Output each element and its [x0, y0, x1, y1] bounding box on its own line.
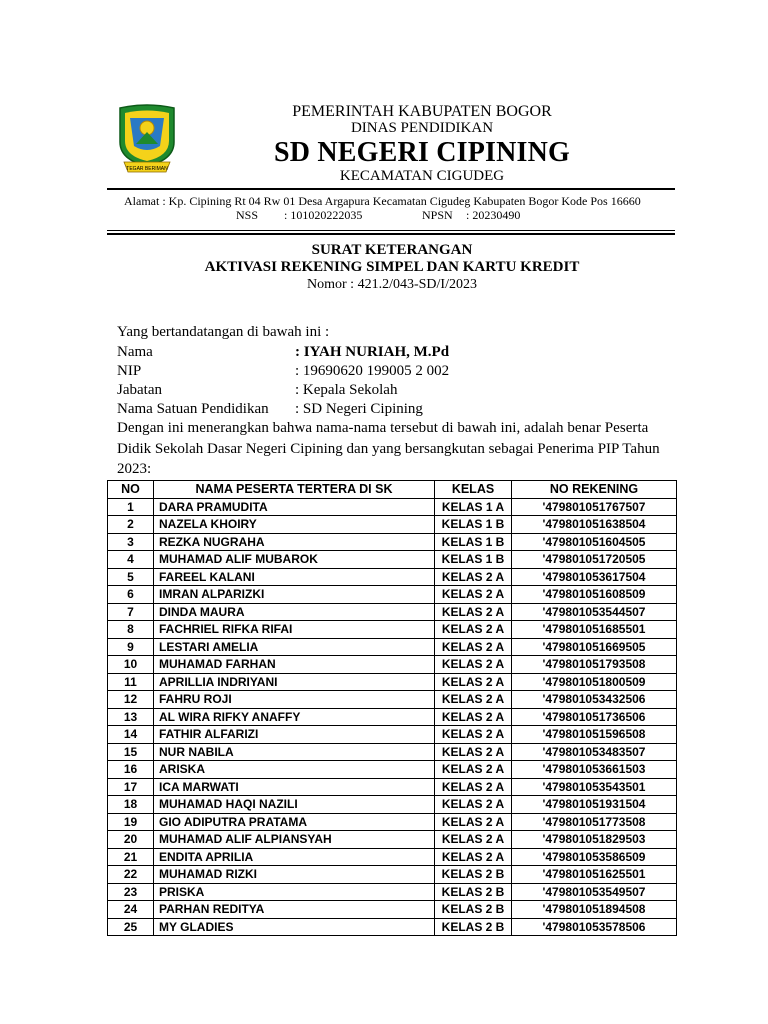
table-row: [108, 638, 677, 656]
table-row: [108, 551, 677, 569]
header-divider-thick: [107, 233, 675, 235]
student-name: LESTARI AMELIA: [154, 638, 435, 656]
class-cell: KELAS 2 A: [435, 708, 512, 726]
table-row: [108, 621, 677, 639]
table-row: [108, 866, 677, 884]
field-label-satuan: Nama Satuan Pendidikan: [117, 401, 269, 417]
table-row: [108, 831, 677, 849]
class-cell: KELAS 2 A: [435, 813, 512, 831]
row-number: 3: [108, 533, 154, 551]
class-cell: KELAS 2 A: [435, 743, 512, 761]
account-number: '479801053543501: [512, 778, 677, 796]
row-number: 9: [108, 638, 154, 656]
student-name: DINDA MAURA: [154, 603, 435, 621]
col-header-rekening: NO REKENING: [512, 481, 677, 499]
field-value-jabatan: : Kepala Sekolah: [295, 382, 398, 398]
class-cell: KELAS 2 A: [435, 691, 512, 709]
student-name: ICA MARWATI: [154, 778, 435, 796]
student-name: FATHIR ALFARIZI: [154, 726, 435, 744]
letter-number: Nomor : 421.2/043-SD/I/2023: [307, 277, 477, 292]
account-number: '479801051638504: [512, 516, 677, 534]
class-cell: KELAS 2 A: [435, 778, 512, 796]
class-cell: KELAS 2 A: [435, 638, 512, 656]
row-number: 16: [108, 761, 154, 779]
class-cell: KELAS 2 B: [435, 866, 512, 884]
student-name: MUHAMAD ALIF ALPIANSYAH: [154, 831, 435, 849]
class-cell: KELAS 2 A: [435, 761, 512, 779]
dept-line: DINAS PENDIDIKAN: [350, 120, 494, 136]
row-number: 4: [108, 551, 154, 569]
letter-type: SURAT KETERANGAN: [311, 242, 473, 258]
student-name: MUHAMAD FARHAN: [154, 656, 435, 674]
account-number: '479801051800509: [512, 673, 677, 691]
field-label-nama: Nama: [117, 344, 153, 360]
row-number: 19: [108, 813, 154, 831]
nss-label: NSS: [236, 208, 259, 222]
row-number: 1: [108, 498, 154, 516]
account-number: '479801051604505: [512, 533, 677, 551]
table-row: [108, 498, 677, 516]
row-number: 15: [108, 743, 154, 761]
class-cell: KELAS 2 A: [435, 656, 512, 674]
student-name: ARISKA: [154, 761, 435, 779]
table-row: [108, 603, 677, 621]
account-number: '479801051720505: [512, 551, 677, 569]
row-number: 8: [108, 621, 154, 639]
row-number: 5: [108, 568, 154, 586]
table-row: [108, 708, 677, 726]
class-cell: KELAS 2 A: [435, 726, 512, 744]
class-cell: KELAS 2 A: [435, 796, 512, 814]
header-divider-thin: [107, 230, 675, 231]
field-label-jabatan: Jabatan: [117, 382, 162, 398]
recipients-table: [107, 480, 677, 936]
table-row: [108, 568, 677, 586]
row-number: 6: [108, 586, 154, 604]
row-number: 21: [108, 848, 154, 866]
statement-line-3: 2023:: [117, 461, 152, 477]
row-number: 22: [108, 866, 154, 884]
student-name: ENDITA APRILIA: [154, 848, 435, 866]
table-header-row: [108, 481, 677, 499]
table-row: [108, 516, 677, 534]
student-name: REZKA NUGRAHA: [154, 533, 435, 551]
account-number: '479801051596508: [512, 726, 677, 744]
table-row: [108, 848, 677, 866]
table-row: [108, 778, 677, 796]
student-name: APRILLIA INDRIYANI: [154, 673, 435, 691]
student-name: MUHAMAD ALIF MUBAROK: [154, 551, 435, 569]
account-number: '479801051773508: [512, 813, 677, 831]
field-value-nip: : 19690620 199005 2 002: [295, 363, 450, 379]
class-cell: KELAS 2 A: [435, 673, 512, 691]
statement-line-1: Dengan ini menerangkan bahwa nama-nama tersebut di bawah ini, adalah benar Peserta: [117, 420, 649, 436]
table-row: [108, 586, 677, 604]
student-name: AL WIRA RIFKY ANAFFY: [154, 708, 435, 726]
table-row: [108, 761, 677, 779]
account-number: '479801051685501: [512, 621, 677, 639]
school-name: SD NEGERI CIPINING: [273, 137, 571, 168]
account-number: '479801053578506: [512, 918, 677, 936]
letter-subject: AKTIVASI REKENING SIMPEL DAN KARTU KREDIT: [204, 259, 580, 275]
class-cell: KELAS 2 A: [435, 621, 512, 639]
student-name: GIO ADIPUTRA PRATAMA: [154, 813, 435, 831]
student-name: NAZELA KHOIRY: [154, 516, 435, 534]
student-name: PRISKA: [154, 883, 435, 901]
table-row: [108, 883, 677, 901]
col-header-nama: NAMA PESERTA TERTERA DI SK: [154, 481, 435, 499]
table-row: [108, 796, 677, 814]
school-address: Alamat : Kp. Cipining Rt 04 Rw 01 Desa Argapura Kecamatan Cigudeg Kabupaten Bogor Kode Pos 16660: [124, 194, 641, 208]
row-number: 12: [108, 691, 154, 709]
class-cell: KELAS 2 A: [435, 586, 512, 604]
gov-line: PEMERINTAH KABUPATEN BOGOR: [292, 103, 552, 120]
col-header-kelas: KELAS: [435, 481, 512, 499]
field-label-nip: NIP: [117, 363, 142, 379]
account-number: '479801051894508: [512, 901, 677, 919]
account-number: '479801053617504: [512, 568, 677, 586]
npsn-value: : 20230490: [466, 208, 521, 222]
table-row: [108, 918, 677, 936]
class-cell: KELAS 1 B: [435, 516, 512, 534]
account-number: '479801053549507: [512, 883, 677, 901]
class-cell: KELAS 1 A: [435, 498, 512, 516]
field-value-nama: : IYAH NURIAH, M.Pd: [295, 344, 450, 360]
account-number: '479801051608509: [512, 586, 677, 604]
account-number: '479801053661503: [512, 761, 677, 779]
row-number: 10: [108, 656, 154, 674]
class-cell: KELAS 2 B: [435, 918, 512, 936]
district-line: KECAMATAN CIGUDEG: [339, 168, 505, 184]
class-cell: KELAS 2 A: [435, 848, 512, 866]
student-name: IMRAN ALPARIZKI: [154, 586, 435, 604]
account-number: '479801051931504: [512, 796, 677, 814]
account-number: '479801053586509: [512, 848, 677, 866]
col-header-no: NO: [108, 481, 154, 499]
account-number: '479801051829503: [512, 831, 677, 849]
row-number: 13: [108, 708, 154, 726]
row-number: 25: [108, 918, 154, 936]
account-number: '479801051625501: [512, 866, 677, 884]
header-divider-top: [107, 188, 675, 190]
row-number: 17: [108, 778, 154, 796]
npsn-label: NPSN: [422, 208, 453, 222]
field-value-satuan: : SD Negeri Cipining: [295, 401, 423, 417]
table-row: [108, 813, 677, 831]
class-cell: KELAS 2 B: [435, 883, 512, 901]
row-number: 23: [108, 883, 154, 901]
row-number: 18: [108, 796, 154, 814]
class-cell: KELAS 2 A: [435, 831, 512, 849]
student-name: NUR NABILA: [154, 743, 435, 761]
student-name: DARA PRAMUDITA: [154, 498, 435, 516]
class-cell: KELAS 2 B: [435, 901, 512, 919]
intro-text: Yang bertandatangan di bawah ini :: [117, 324, 330, 340]
student-name: MUHAMAD RIZKI: [154, 866, 435, 884]
row-number: 11: [108, 673, 154, 691]
class-cell: KELAS 2 A: [435, 568, 512, 586]
account-number: '479801053483507: [512, 743, 677, 761]
table-row: [108, 673, 677, 691]
nss-value: : 101020222035: [284, 208, 363, 222]
row-number: 20: [108, 831, 154, 849]
class-cell: KELAS 2 A: [435, 603, 512, 621]
table-row: [108, 726, 677, 744]
student-name: FACHRIEL RIFKA RIFAI: [154, 621, 435, 639]
student-name: MUHAMAD HAQI NAZILI: [154, 796, 435, 814]
row-number: 14: [108, 726, 154, 744]
account-number: '479801053544507: [512, 603, 677, 621]
class-cell: KELAS 1 B: [435, 551, 512, 569]
svg-text:TEGAR BERIMAN: TEGAR BERIMAN: [126, 166, 168, 172]
account-number: '479801051767507: [512, 498, 677, 516]
student-name: PARHAN REDITYA: [154, 901, 435, 919]
table-row: [108, 691, 677, 709]
row-number: 2: [108, 516, 154, 534]
table-row: [108, 901, 677, 919]
statement-line-2: Didik Sekolah Dasar Negeri Cipining dan yang bersangkutan sebagai Penerima PIP Tahun: [117, 441, 660, 457]
student-name: FAHRU ROJI: [154, 691, 435, 709]
account-number: '479801053432506: [512, 691, 677, 709]
account-number: '479801051669505: [512, 638, 677, 656]
table-row: [108, 743, 677, 761]
row-number: 24: [108, 901, 154, 919]
row-number: 7: [108, 603, 154, 621]
class-cell: KELAS 1 B: [435, 533, 512, 551]
account-number: '479801051793508: [512, 656, 677, 674]
table-row: [108, 656, 677, 674]
student-name: MY GLADIES: [154, 918, 435, 936]
student-name: FAREEL KALANI: [154, 568, 435, 586]
table-row: [108, 533, 677, 551]
account-number: '479801051736506: [512, 708, 677, 726]
